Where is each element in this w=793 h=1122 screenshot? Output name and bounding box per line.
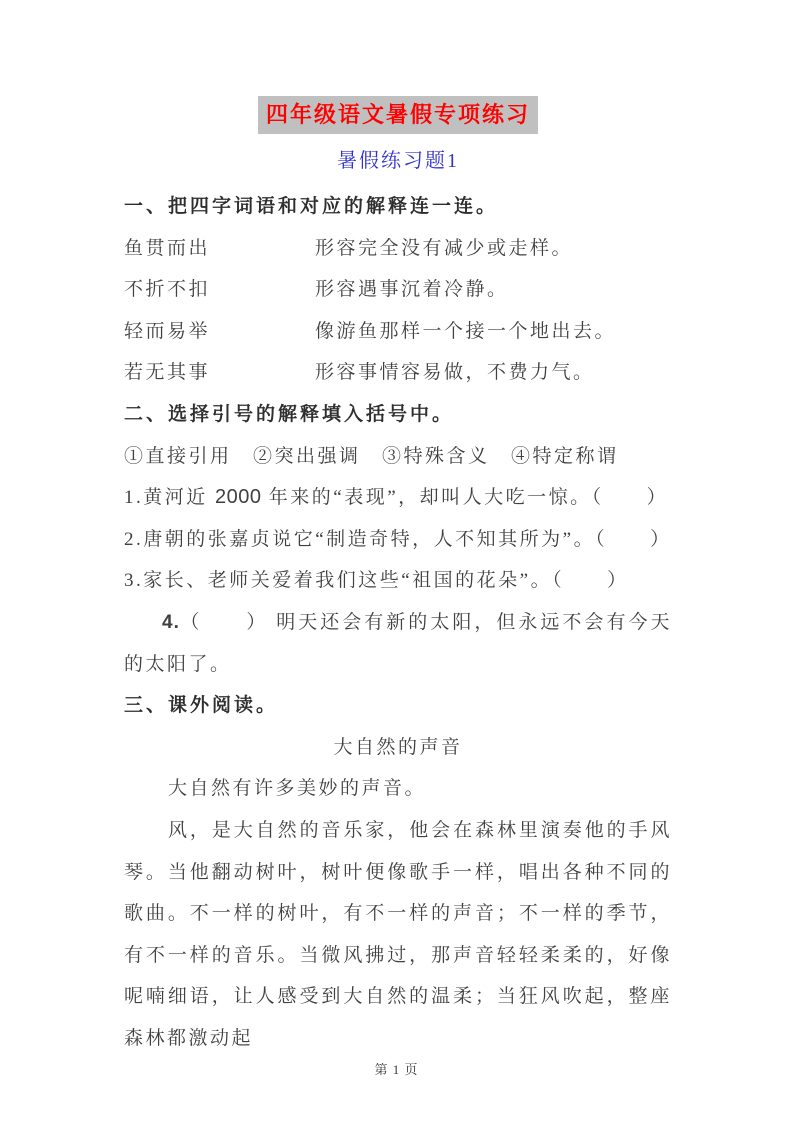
question-1-prefix: 1.黄河近: [124, 487, 216, 509]
match-row: [124, 352, 672, 394]
subtitle-row: [124, 148, 672, 176]
answer-options-line: ①直接引用 ②突出强调 ③特殊含义 ④特定称谓: [124, 445, 619, 467]
page-subtitle: 暑假练习题1: [337, 150, 459, 172]
page-title: 四年级语文暑假专项练习: [258, 96, 538, 134]
question-1: [124, 477, 672, 519]
question-1-number: 2000: [215, 486, 262, 509]
match-definition: 形容事情容易做，不费力气。: [315, 362, 595, 384]
question-4-number: 4.: [162, 611, 180, 633]
match-definition: 形容完全没有减少或走样。: [315, 237, 574, 259]
question-2: 2.唐朝的张嘉贞说它“制造奇特，人不知其所为”。（ ）: [124, 528, 672, 550]
question-3: 3.家长、老师关爱着我们这些“祖国的花朵”。（ ）: [124, 570, 629, 592]
passage-paragraph-2: 风，是大自然的音乐家，他会在森林里演奏他的手风琴。当他翻动树叶，树叶便像歌手一样，唱出各种不同的歌曲。不一样的树叶，有不一样的声音；不一样的季节，有不一样的音乐。当微风拂过，那声音轻轻柔柔的，好像呢喃细语，让人感受到大自然的温柔；当狂风吹起，整座森林都激动起: [124, 819, 672, 1049]
passage-title: 大自然的声音: [333, 736, 463, 758]
section-3-heading: 三、课外阅读。: [124, 695, 279, 717]
match-word: 鱼贯而出: [124, 237, 211, 259]
match-word: 若无其事: [124, 362, 211, 384]
section-2-heading: 二、选择引号的解释填入括号中。: [124, 403, 455, 425]
question-1-suffix: 年来的“表现”，却叫人大吃一惊。（ ）: [261, 487, 669, 509]
match-row: [124, 311, 672, 353]
match-definition: 形容遇事沉着冷静。: [315, 279, 509, 301]
page-number: 第 1 页: [374, 1062, 419, 1077]
match-definition: 像游鱼那样一个接一个地出去。: [315, 320, 617, 342]
question-4: [124, 602, 672, 685]
passage-paragraph-1: 大自然有许多美妙的声音。: [168, 778, 427, 800]
question-4-text: （ ） 明天还会有新的太阳，但永远不会有今天的太阳了。: [124, 611, 672, 675]
document-body: [124, 186, 672, 1059]
match-word: 不折不扣: [124, 279, 211, 301]
section-1-heading: 一、把四字词语和对应的解释连一连。: [124, 196, 499, 217]
match-row: [124, 269, 672, 311]
title-row: [124, 96, 672, 134]
match-word: 轻而易举: [124, 320, 211, 342]
match-row: [124, 228, 672, 270]
